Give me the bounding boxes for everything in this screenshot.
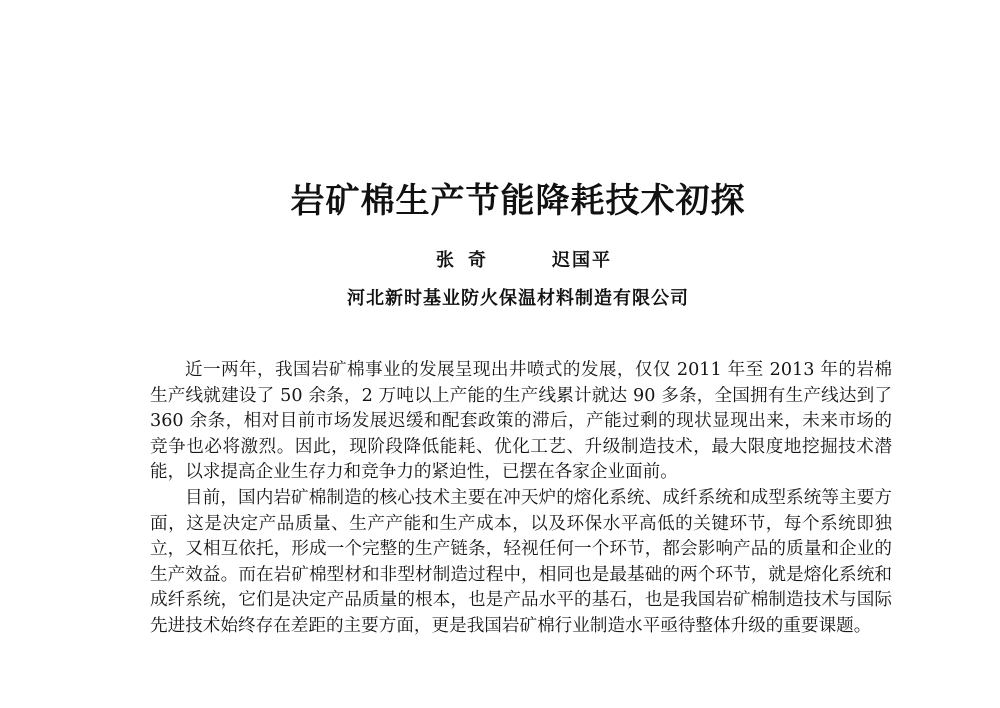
author-name: 张奇 xyxy=(436,250,500,271)
author-line xyxy=(436,250,636,272)
article-title: 岩矿棉生产节能降耗技术初探 xyxy=(290,180,746,221)
body-paragraph: 目前，国内岩矿棉制造的核心技术主要在冲天炉的熔化系统、成纤系统和成型系统等主要方面，这是决定产品质量、生产产能和生产成本，以及环保水平高低的关键环节，每个系统即独立，又相互依托，形成一个完整的生产链条，轻视任何一个环节，都会影响产品的质量和企业的生产效益。而在岩矿棉型材和非型材制造过程中，相同也是最基础的两个环节，就是熔化系统和成纤系统，它们是决定产品质量的根本，也是产品水平的基石，也是我国岩矿棉制造技术与国际先进技术始终存在差距的主要方面，更是我国岩矿棉行业制造水平亟待整体升级的重要课题。 xyxy=(150,487,892,636)
article-body xyxy=(150,358,892,640)
author-name: 迟国平 xyxy=(552,250,612,271)
body-paragraph: 近一两年，我国岩矿棉事业的发展呈现出井喷式的发展，仅仅 2011 年至 2013 年的岩棉生产线就建设了 50 余条，2 万吨以上产能的生产线累计就达 90 多条，全国拥有生产线达到了 360 余条，相对目前市场发展迟缓和配套政策的滞后，产能过剩的现状显现出来，未来市场的竞争也必将激烈。因此，现阶段降低能耗、优化工艺、升级制造技术，最大限度地挖掘技术潜能，以求提高企业生存力和竞争力的紧迫性，已摆在各家企业面前。 xyxy=(150,360,892,483)
author-affiliation: 河北新时基业防火保温材料制造有限公司 xyxy=(347,288,689,309)
